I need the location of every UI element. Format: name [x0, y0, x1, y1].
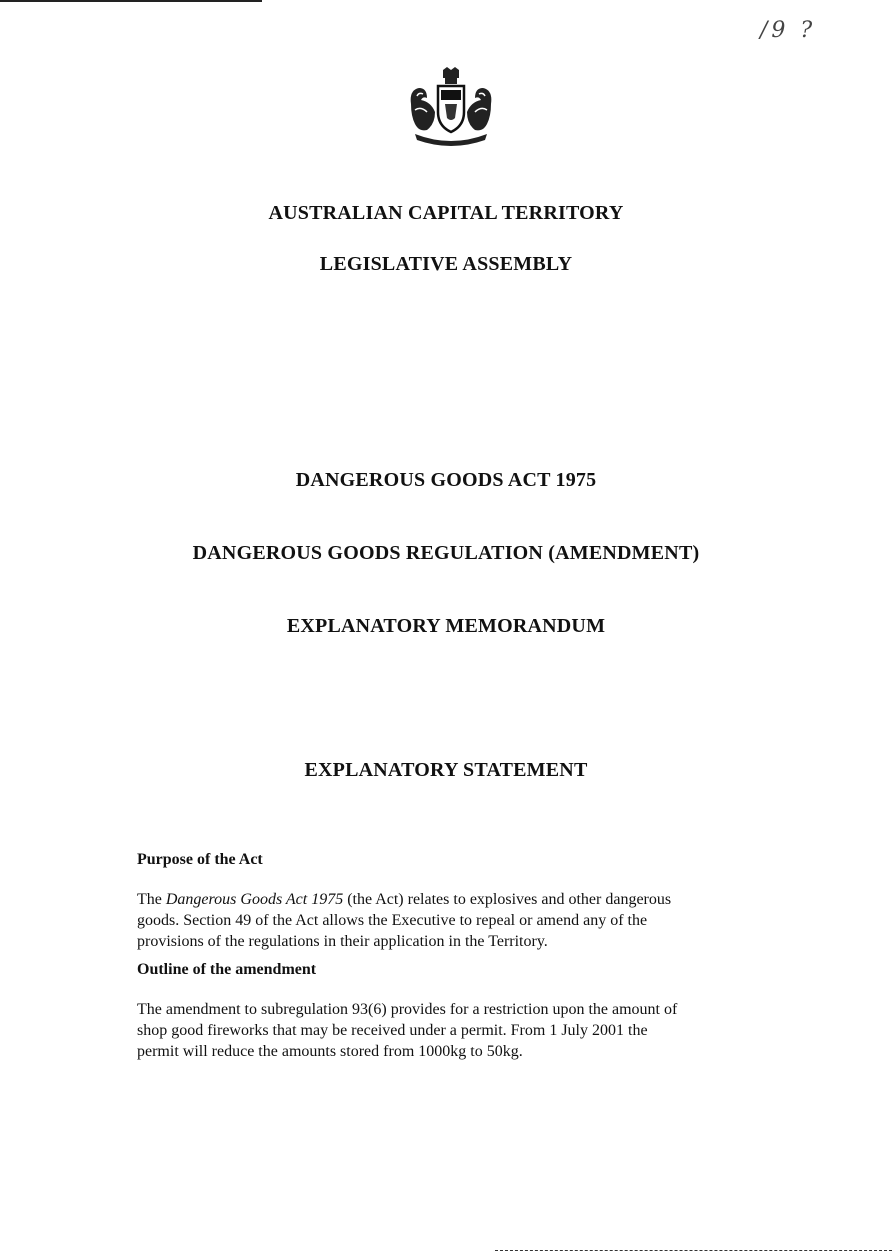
paragraph-line: goods. Section 49 of the Act allows the Executive to repeal or amend any of the	[137, 912, 648, 929]
heading-act: DANGEROUS GOODS ACT 1975	[295, 469, 597, 491]
coat-of-arms-icon	[405, 66, 497, 148]
paragraph-line: provisions of the regulations in their application in the Territory.	[137, 933, 548, 950]
heading-statement: EXPLANATORY STATEMENT	[304, 759, 588, 781]
paragraph-line: permit will reduce the amounts stored from 1000kg to 50kg.	[137, 1043, 523, 1060]
paragraph-line	[137, 889, 757, 910]
section-title-outline: Outline of the amendment	[137, 961, 317, 978]
heading-territory: AUSTRALIAN CAPITAL TERRITORY	[268, 202, 624, 224]
scan-artifact-bottom	[495, 1250, 892, 1251]
handwritten-annotation: /9 ?	[760, 18, 817, 43]
act-title-italic: Dangerous Goods Act 1975	[165, 891, 344, 908]
text-segment: The	[137, 891, 166, 908]
paragraph-line: The amendment to subregulation 93(6) provides for a restriction upon the amount of	[137, 1001, 678, 1018]
text-segment: (the Act) relates to explosives and other dangerous	[343, 891, 672, 908]
heading-memorandum: EXPLANATORY MEMORANDUM	[286, 615, 606, 637]
paragraph-purpose	[137, 889, 757, 952]
paragraph-line: shop good fireworks that may be received under a permit. From 1 July 2001 the	[137, 1022, 648, 1039]
heading-regulation: DANGEROUS GOODS REGULATION (AMENDMENT)	[192, 542, 700, 564]
section-title-purpose: Purpose of the Act	[137, 851, 263, 868]
paragraph-outline	[137, 999, 757, 1062]
heading-assembly: LEGISLATIVE ASSEMBLY	[319, 253, 573, 275]
scan-artifact-top	[0, 0, 262, 2]
